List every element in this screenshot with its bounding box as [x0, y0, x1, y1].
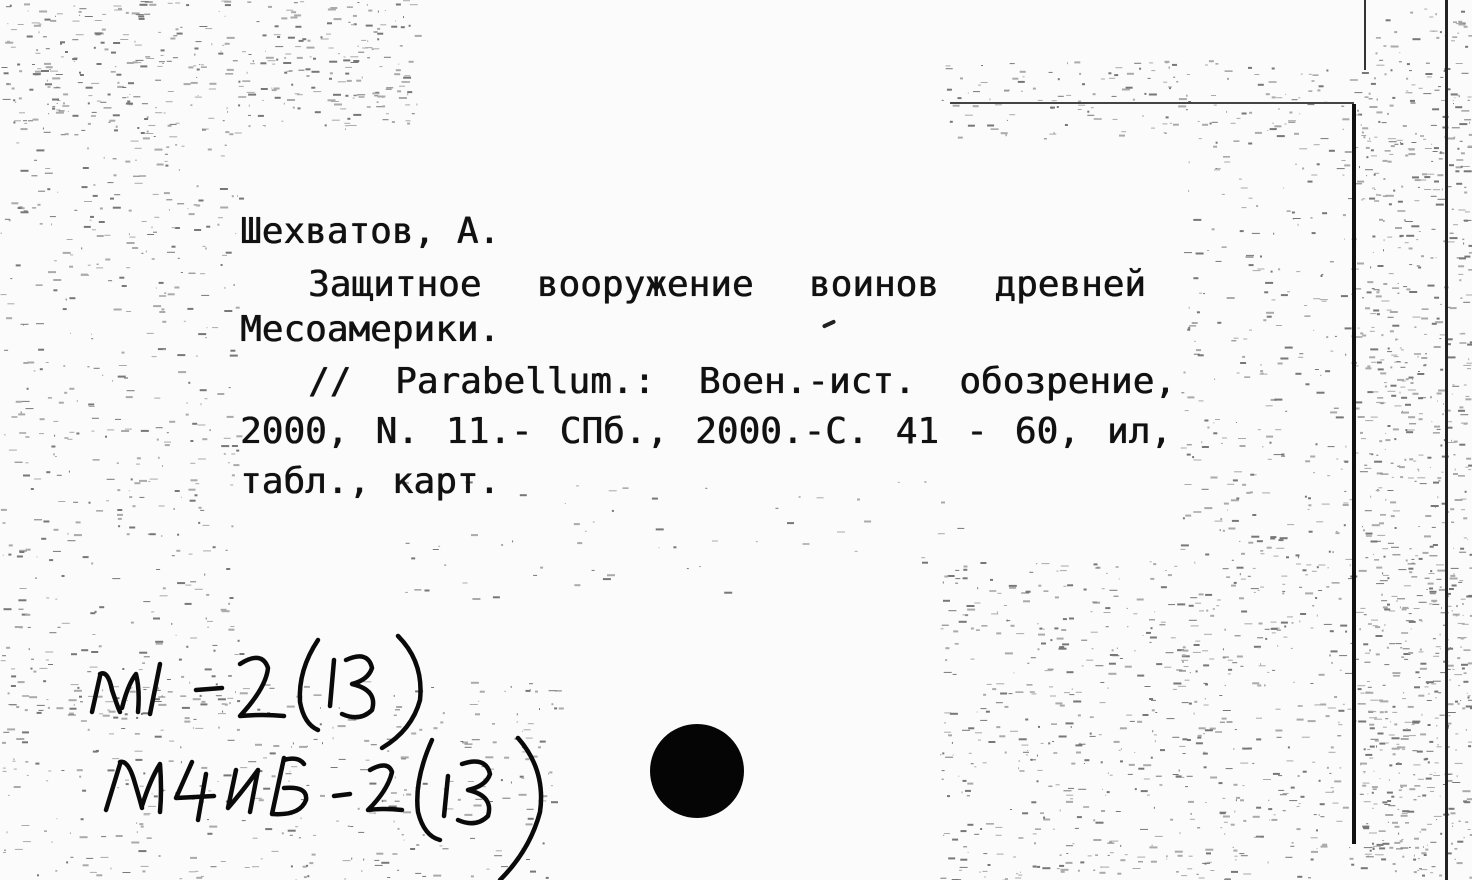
pub-word: 2000.-С. — [695, 411, 869, 452]
source-word: Воен.-ист. — [698, 361, 916, 402]
source-word: Parabellum.: — [395, 361, 656, 402]
pub-word: 60, — [1014, 411, 1080, 452]
shelfmark-line1-drawing — [92, 636, 421, 748]
source-word: обозрение, — [959, 361, 1176, 402]
publication-continuation: табл., карт. — [240, 461, 501, 502]
title-continuation: Месоамерики. — [240, 309, 501, 350]
pub-word: 41 — [895, 411, 939, 452]
pub-word: - — [966, 411, 988, 452]
source-word: // — [308, 361, 352, 402]
pub-word: СПб., — [559, 411, 669, 452]
title-word: вооружение — [536, 264, 754, 305]
shelfmark-line2-drawing — [106, 738, 541, 880]
pub-word: 11.- — [445, 411, 533, 452]
title-word: воинов — [808, 264, 939, 305]
title-word: Защитное — [308, 264, 482, 305]
pub-word: N. — [375, 411, 419, 452]
pub-word: 2000, — [240, 411, 349, 452]
title-word: древней — [994, 264, 1146, 305]
author-line: Шехватов, А. — [240, 211, 501, 252]
card-punch-hole — [650, 724, 744, 818]
pub-word: ил, — [1106, 411, 1172, 452]
